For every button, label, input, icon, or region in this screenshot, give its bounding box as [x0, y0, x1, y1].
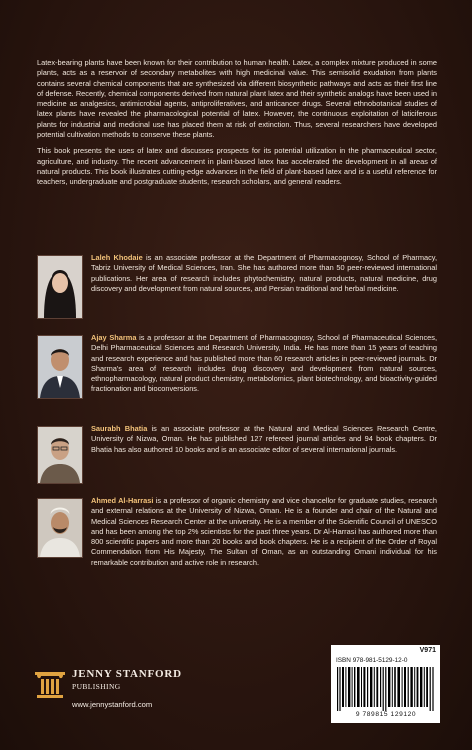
author-text-alharrasi: is a professor of organic chemistry and vice chancellor for graduate studies, research and external relations at the University of Nizwa, Oman. He is a founder and chair of the Natural and Medical Sciences Research Center at the university. He is a member of the Scientific Council of UNESCO and has been among the top 2% scientists for the past three years. Dr Al-Harrasi has authored more than 800 scientific papers and more than 20 books and book chapters. He is a recipient of the Order of Royal Commendation from His Majesty, The Sultan of Oman, as an outstanding Omani individual for his remarkable contribution and active role in research. — [91, 496, 437, 567]
description-paragraph-2: This book presents the uses of latex and discusses prospects for its potential utilization in the pharmaceutical sector, agriculture, and industry. The recent advancement in plant-based latex has accelerated the development in all areas of natural products. This book illustrates cutting-edge advances in the field of plant-based latex and is a useful reference for teachers, undergraduate and postgraduate students, research scholars, and general readers. — [37, 146, 437, 187]
publisher-column-logo-icon — [35, 670, 65, 700]
author-text-sharma: is a professor at the Department of Pharmacognosy, School of Pharmaceutical Sciences, Delhi Pharmaceutical Sciences and Research University, India. He has more than 15 years of teaching and research experience and has published more than 60 research articles in peer-reviewed journals. Dr Sharma's area of research includes drug discovery and development from natural sources, ethnopharmacology, natural product chemistry, metabolomics, plant biotechnology, and bioactivity-guided fractionation and bioconversions. — [91, 333, 437, 394]
publisher-url[interactable]: www.jennystanford.com — [72, 700, 153, 709]
publisher-block — [35, 668, 235, 714]
author-photo-sharma — [37, 335, 83, 399]
author-text-khodaie: is an associate professor at the Department of Pharmacognosy, School of Pharmacy, Tabriz University of Medical Sciences, Iran. She has authored more than 50 peer-reviewed international publications. Her area of research includes phytochemistry, natural products, natural medicine, drug discovery and development from natural sources, and Persian traditional and herbal medicine. — [91, 253, 437, 293]
author-photo-khodaie — [37, 255, 83, 319]
author-name-bhatia: Saurabh Bhatia — [91, 424, 148, 433]
portrait-alharrasi-icon — [38, 499, 82, 557]
barcode-digits: 9 789815 129120 — [355, 711, 417, 718]
author-photo-bhatia — [37, 426, 83, 484]
author-bio-khodaie — [37, 253, 437, 321]
author-photo-alharrasi — [37, 498, 83, 558]
author-name-alharrasi: Ahmed Al-Harrasi — [91, 496, 154, 505]
barcode-bars-icon — [337, 667, 434, 711]
portrait-bhatia-icon — [38, 427, 82, 483]
publisher-subtitle: PUBLISHING — [72, 682, 121, 691]
book-description — [37, 58, 437, 194]
barcode-isbn: ISBN 978-981-5129-12-0 — [336, 657, 408, 664]
description-paragraph-1: Latex-bearing plants have been known for their contribution to human health. Latex, a complex mixture produced in some plants, acts as a reservoir of secondary metabolites with high medicinal value. This semisolid exudation from plants contains several chemical components that are synthesized via different biosynthetic pathways and acts as their first line of defense. Recently, chemical components derived from natural plant latex and their synthetic analogs have been used in medicine as analgesics, antimicrobial agents, antiproliferatives, and anticancer drugs. Several ethnobotanical studies of latex plants have revealed the pharmacological potential of latex. However, the continuous exploitation of laticiferous plants for industrial and medicinal use has placed them at risk of extinction. Thus, several researchers have developed potential cultivation methods to conserve these plants. — [37, 58, 437, 140]
portrait-khodaie-icon — [38, 256, 82, 318]
author-name-khodaie: Laleh Khodaie — [91, 253, 143, 262]
author-name-sharma: Ajay Sharma — [91, 333, 137, 342]
publisher-name: JENNY STANFORD — [72, 668, 182, 680]
isbn-barcode — [331, 645, 440, 723]
barcode-code: V971 — [419, 647, 436, 654]
author-text-bhatia: is an associate professor at the Natural and Medical Sciences Research Centre, University of Nizwa, Oman. He has published 127 refereed journal articles and 94 book chapters. Dr Bhatia has also authored 10 books and is an associate editor of several international journals. — [91, 424, 437, 454]
portrait-sharma-icon — [38, 336, 82, 398]
author-bio-bhatia — [37, 424, 437, 486]
author-bio-sharma — [37, 333, 437, 401]
author-bio-alharrasi — [37, 496, 437, 568]
